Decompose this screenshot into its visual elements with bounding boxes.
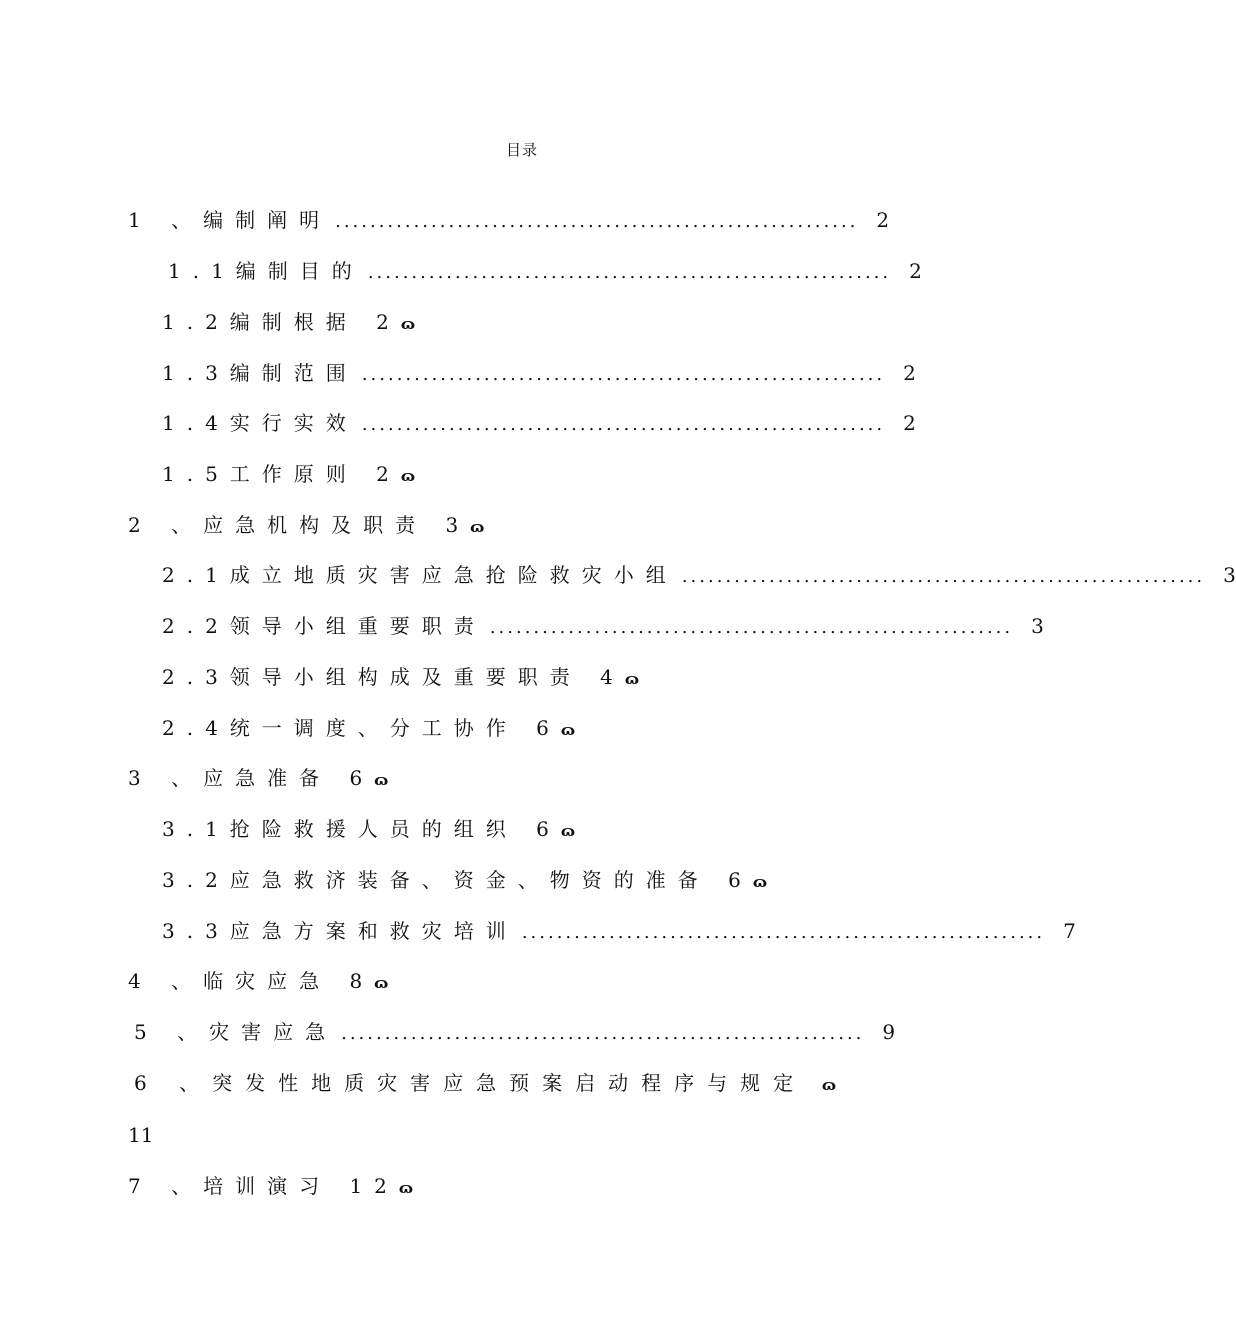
toc-leader-dots: ............................................................	[521, 922, 1046, 943]
toc-leader-dots: ............................................................	[361, 414, 886, 435]
toc-entry[interactable]	[162, 611, 1044, 641]
toc-leader-dots: ............................................................	[489, 617, 1014, 638]
toc-end-mark: ɷ	[374, 771, 389, 789]
toc-entry-text: 1 、编制阐明	[128, 208, 332, 232]
toc-entry[interactable]	[162, 713, 575, 743]
toc-page-number: 2	[903, 361, 916, 385]
toc-entry[interactable]	[168, 256, 922, 286]
toc-page-number: 11	[128, 1123, 154, 1147]
toc-entry-text: 2.3领导小组构成及重要职责 4	[162, 665, 625, 689]
toc-entry[interactable]	[162, 358, 916, 388]
toc-end-mark: ɷ	[400, 315, 416, 333]
toc-leader-dots: ............................................................	[335, 211, 859, 232]
toc-entry[interactable]	[162, 560, 1236, 590]
toc-entry-text: 1.2编制根据 2	[162, 310, 401, 334]
toc-entry[interactable]	[162, 916, 1076, 946]
toc-leader-dots: ............................................................	[367, 262, 892, 283]
toc-end-mark: ɷ	[624, 670, 640, 688]
toc-end-mark: ɷ	[470, 518, 485, 536]
toc-end-mark: ɷ	[374, 974, 389, 992]
toc-entry-text: 6 、突发性地质灾害应急预案启动程序与规定	[134, 1071, 807, 1095]
toc-entry-text: 1.1编制目的	[168, 259, 364, 283]
toc-entry-text: 2 、应急机构及职责 3	[128, 513, 471, 537]
toc-leader-dots: ............................................................	[681, 566, 1206, 587]
toc-entry-continuation	[128, 1120, 153, 1150]
toc-entry[interactable]	[134, 1017, 896, 1047]
toc-entry[interactable]	[128, 510, 484, 540]
toc-entry-text: 4 、临灾应急 8	[128, 969, 375, 993]
toc-entry[interactable]	[162, 459, 415, 489]
toc-entry-text: 1.5工作原则 2	[162, 462, 401, 486]
toc-end-mark: ɷ	[398, 1179, 414, 1197]
toc-entry[interactable]	[128, 1171, 413, 1201]
toc-entry-text: 3.2应急救济装备、资金、物资的准备 6	[162, 868, 753, 892]
toc-entry-text: 1.3编制范围	[162, 361, 358, 385]
toc-entry[interactable]	[162, 865, 767, 895]
toc-entry-text: 2.2领导小组重要职责	[162, 614, 486, 638]
toc-entry[interactable]	[128, 205, 890, 235]
toc-entry[interactable]	[162, 814, 575, 844]
toc-entry[interactable]	[128, 763, 388, 793]
toc-page-number: 7	[1063, 919, 1076, 943]
toc-page-number: 3	[1223, 563, 1236, 587]
toc-end-mark: ɷ	[400, 467, 416, 485]
page-title: 目录	[505, 141, 538, 159]
toc-entry[interactable]	[162, 307, 415, 337]
toc-page-number: 2	[909, 259, 922, 283]
toc-page-number: 2	[876, 208, 890, 232]
toc-entry[interactable]	[162, 662, 639, 692]
toc-page-number: 3	[1031, 614, 1044, 638]
toc-leader-dots: ............................................................	[361, 364, 886, 385]
toc-leader-dots: ............................................................	[341, 1023, 865, 1044]
toc-end-mark: ɷ	[560, 721, 576, 739]
toc-entry[interactable]	[162, 408, 916, 438]
toc-entry-text: 5 、灾害应急	[134, 1020, 338, 1044]
toc-entry-text: 3 、应急准备 6	[128, 766, 375, 790]
toc-page-number: 2	[903, 411, 916, 435]
toc-end-mark: ɷ	[821, 1076, 836, 1094]
toc-entry-text: 2.4统一调度、分工协作 6	[162, 716, 561, 740]
toc-entry[interactable]	[134, 1068, 836, 1098]
toc-entry-text: 7 、培训演习 12	[128, 1174, 399, 1198]
toc-page-number: 9	[882, 1020, 896, 1044]
toc-entry-text: 1.4实行实效	[162, 411, 358, 435]
toc-entry-text: 3.1抢险救援人员的组织 6	[162, 817, 561, 841]
toc-end-mark: ɷ	[560, 822, 576, 840]
toc-entry[interactable]	[128, 966, 388, 996]
toc-end-mark: ɷ	[752, 873, 768, 891]
toc-entry-text: 3.3应急方案和救灾培训	[162, 919, 518, 943]
toc-entry-text: 2.1成立地质灾害应急抢险救灾小组	[162, 563, 678, 587]
